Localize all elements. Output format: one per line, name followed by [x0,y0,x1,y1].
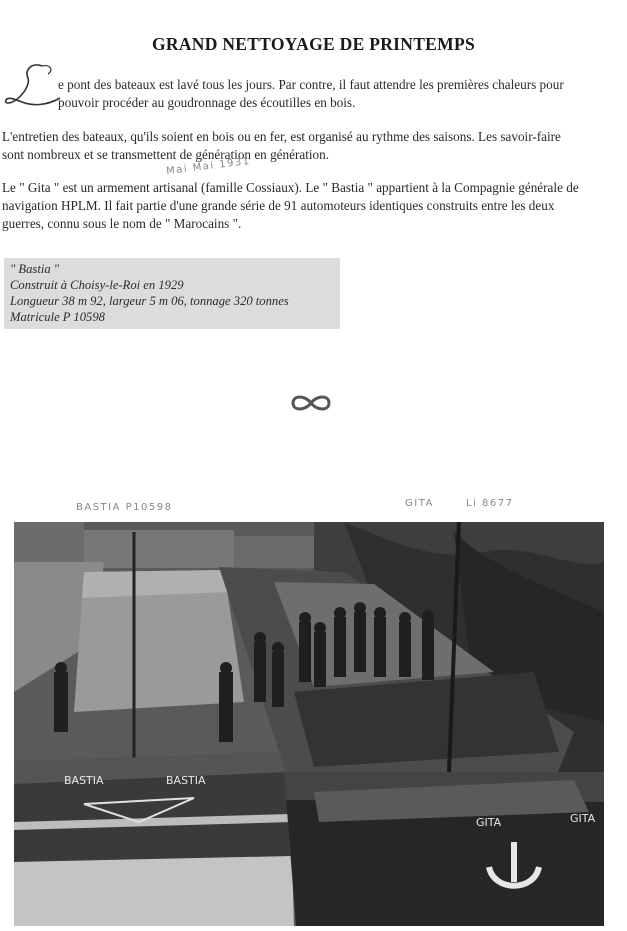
gita-left-label: GITA [476,816,502,829]
gita-right-label: GITA [570,812,596,825]
page-title: GRAND NETTOYAGE DE PRINTEMPS [152,34,475,54]
caption-registration: Matricule P 10598 [10,310,105,324]
barges-photo-illustration [14,522,604,926]
paragraph-3-line-2: navigation HPLM. Il fait partie d'une grande série de 91 automoteurs identiques construits entre les deux [2,198,555,213]
paragraph-2-line-1: L'entretien des bateaux, qu'ils soient en bois ou en fer, est organisé au rythme des saisons. Les savoir-faire [2,129,561,144]
paragraph-3-line-1: Le " Gita " est un armement artisanal (famille Cossiaux). Le " Bastia " appartient à la Compagnie générale de [2,180,579,195]
paragraph-1-line-2: pouvoir procéder au goudronnage des écoutilles en bois. [58,95,356,110]
barges-photograph [14,522,604,926]
photo-caption-box [4,258,340,329]
handwritten-date-note: Mai Mai 1931 [165,155,252,178]
caption-built: Construit à Choisy-le-Roi en 1929 [10,278,184,292]
infinity-ornament-icon [289,392,333,414]
caption-boat-name: " Bastia " [10,262,60,276]
paragraph-3-line-3: guerres, connu sous le nom de " Marocains ". [2,216,242,231]
paragraph-2-line-2: sont nombreux et se transmettent de génération en génération. [2,147,330,162]
drop-cap-glyph [2,60,64,110]
handwritten-gita-note: GITA [405,498,434,509]
drop-cap [2,60,62,110]
bastia-right-label: BASTIA [166,774,206,787]
caption-dimensions: Longueur 38 m 92, largeur 5 m 06, tonnage 320 tonnes [10,294,289,308]
handwritten-registration-note: Li 8677 [466,498,514,509]
handwritten-bastia-note: BASTIA P10598 [76,502,173,513]
paragraph-1-line-1: e pont des bateaux est lavé tous les jours. Par contre, il faut attendre les premières chaleurs pour [58,77,564,92]
bastia-left-label: BASTIA [64,774,104,787]
